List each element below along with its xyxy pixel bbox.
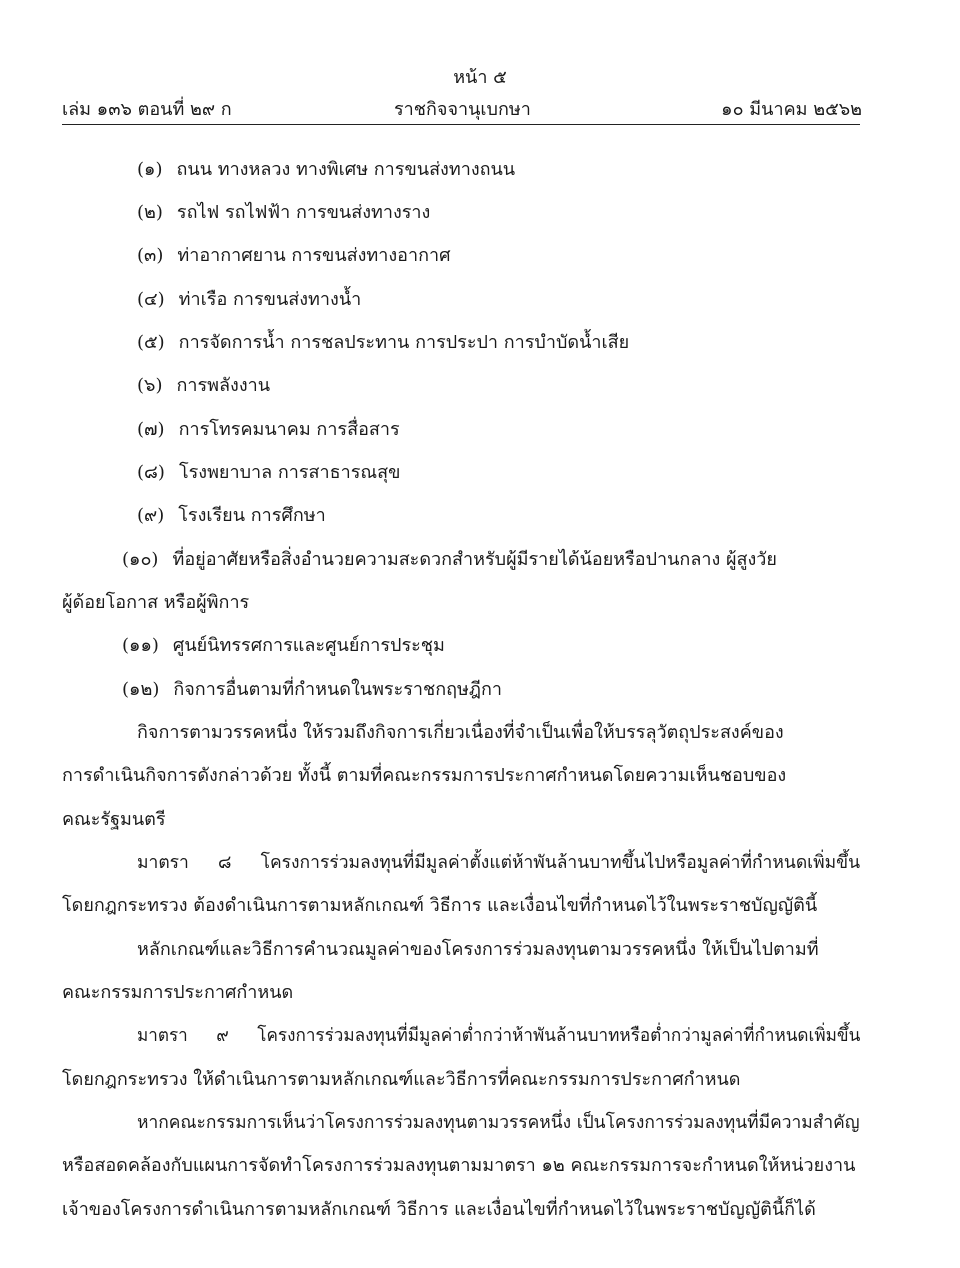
- list-item-continuation: ผู้ด้อยโอกาส หรือผู้พิการ: [62, 592, 250, 613]
- list-item: (๑๐) ที่อยู่อาศัยหรือสิ่งอำนวยความสะดวกสำหรับผู้มีรายได้น้อยหรือปานกลาง ผู้สูงวัย: [122, 549, 777, 570]
- paragraph-line: คณะกรรมการประกาศกำหนด: [62, 982, 294, 1003]
- list-item: (๑๑) ศูนย์นิทรรศการและศูนย์การประชุม: [122, 635, 445, 656]
- list-item: (๘) โรงพยาบาล การสาธารณสุข: [137, 462, 401, 483]
- volume-issue: เล่ม ๑๓๖ ตอนที่ ๒๙ ก: [62, 99, 232, 120]
- publication-title: ราชกิจจานุเบกษา: [394, 99, 531, 120]
- paragraph-line: คณะรัฐมนตรี: [62, 809, 166, 830]
- list-item: (๕) การจัดการน้ำ การชลประทาน การประปา การบำบัดน้ำเสีย: [137, 332, 630, 353]
- list-item: (๖) การพลังงาน: [137, 375, 271, 396]
- paragraph-line: หรือสอดคล้องกับแผนการจัดทำโครงการร่วมลงทุนตามมาตรา ๑๒ คณะกรรมการจะกำหนดให้หน่วยงาน: [62, 1155, 856, 1176]
- section-9-heading-line: มาตรา ๙ โครงการร่วมลงทุนที่มีมูลค่าต่ำกว่าห้าพันล้านบาทหรือต่ำกว่ามูลค่าที่กำหนดเพิ่มขึ้น: [137, 1023, 860, 1049]
- section-number: ๘: [217, 852, 232, 873]
- paragraph-line: กิจการตามวรรคหนึ่ง ให้รวมถึงกิจการเกี่ยวเนื่องที่จำเป็นเพื่อให้บรรลุวัตถุประสงค์ของ: [137, 722, 784, 743]
- paragraph-line: โดยกฎกระทรวง ต้องดำเนินการตามหลักเกณฑ์ วิธีการ และเงื่อนไขที่กำหนดไว้ในพระราชบัญญัตินี้: [62, 895, 818, 916]
- section-8-heading-line: มาตรา ๘ โครงการร่วมลงทุนที่มีมูลค่าตั้งแต่ห้าพันล้านบาทขึ้นไปหรือมูลค่าที่กำหนดเพิ่มขึ้น: [137, 850, 860, 876]
- list-item: (๙) โรงเรียน การศึกษา: [137, 505, 326, 526]
- paragraph-line: โดยกฎกระทรวง ให้ดำเนินการตามหลักเกณฑ์และวิธีการที่คณะกรรมการประกาศกำหนด: [62, 1069, 741, 1090]
- list-item: (๑) ถนน ทางหลวง ทางพิเศษ การขนส่งทางถนน: [137, 159, 516, 180]
- list-item: (๑๒) กิจการอื่นตามที่กำหนดในพระราชกฤษฎีกา: [122, 679, 503, 700]
- list-item: (๗) การโทรคมนาคม การสื่อสาร: [137, 419, 400, 440]
- paragraph-line: หลักเกณฑ์และวิธีการคำนวณมูลค่าของโครงการร่วมลงทุนตามวรรคหนึ่ง ให้เป็นไปตามที่: [137, 939, 819, 960]
- section-label: มาตรา: [137, 852, 189, 873]
- page-number: หน้า ๕: [453, 67, 507, 88]
- list-item: (๔) ท่าเรือ การขนส่งทางน้ำ: [137, 289, 362, 310]
- paragraph-line: หากคณะกรรมการเห็นว่าโครงการร่วมลงทุนตามวรรคหนึ่ง เป็นโครงการร่วมลงทุนที่มีความสำคัญ: [137, 1112, 860, 1133]
- paragraph-line: การดำเนินกิจการดังกล่าวด้วย ทั้งนี้ ตามที่คณะกรรมการประกาศกำหนดโดยความเห็นชอบของ: [62, 765, 787, 786]
- paragraph-line: เจ้าของโครงการดำเนินการตามหลักเกณฑ์ วิธีการ และเงื่อนไขที่กำหนดไว้ในพระราชบัญญัตินี้ก็ได้: [62, 1199, 816, 1220]
- section-number: ๙: [216, 1025, 229, 1046]
- page-header: [62, 94, 862, 122]
- list-item: (๒) รถไฟ รถไฟฟ้า การขนส่งทางราง: [137, 202, 431, 223]
- header-divider: [62, 124, 860, 125]
- list-item: (๓) ท่าอากาศยาน การขนส่งทางอากาศ: [137, 245, 451, 266]
- publication-date: ๑๐ มีนาคม ๒๕๖๒: [721, 99, 862, 120]
- section-label: มาตรา: [137, 1025, 188, 1046]
